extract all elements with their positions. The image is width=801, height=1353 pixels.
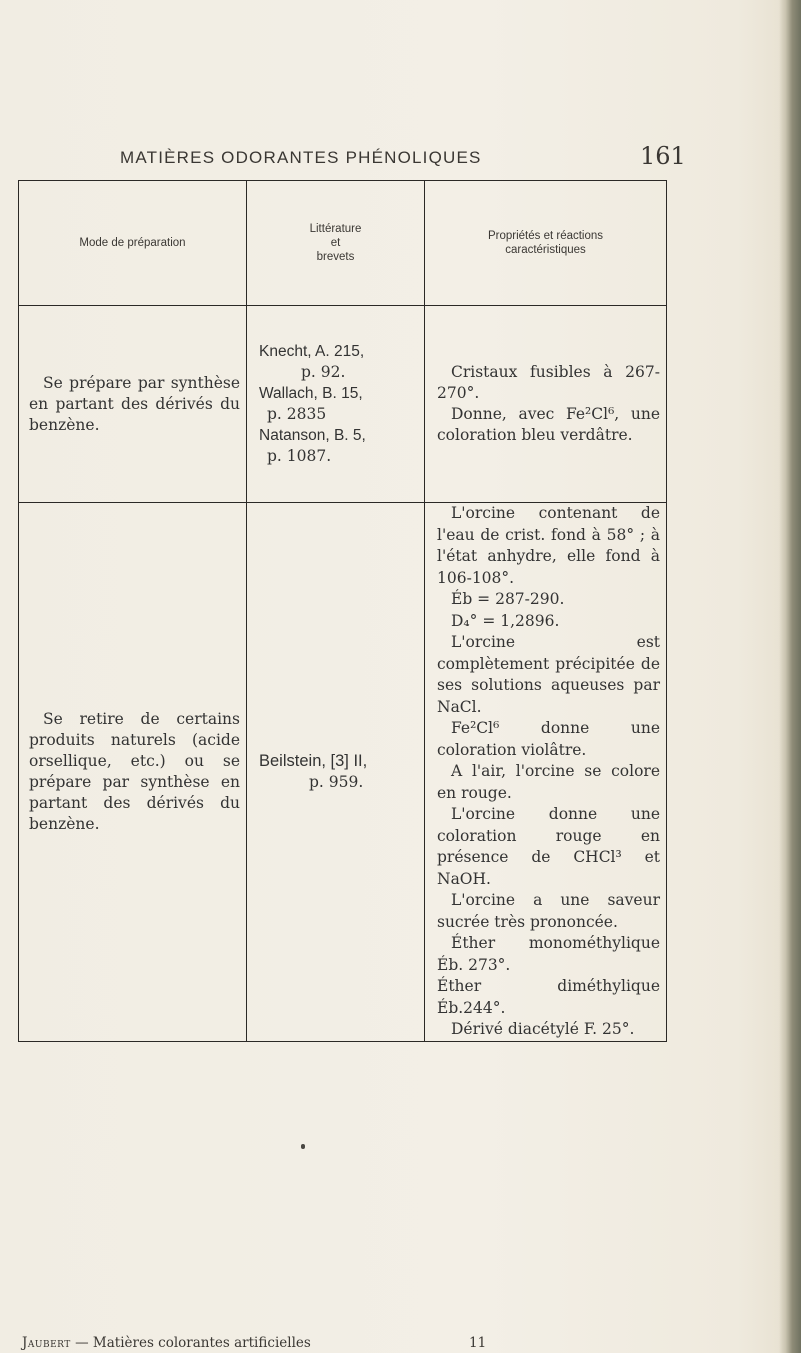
literature-ref: Natanson, B. 5,	[259, 427, 366, 444]
cell-preparation	[19, 503, 247, 1042]
running-head-title: MATIÈRES ODORANTES PHÉNOLIQUES	[120, 148, 482, 167]
header-properties-line: caractéristiques	[505, 244, 586, 256]
literature-ref: Beilstein, [3] II,	[259, 751, 368, 770]
cell-properties	[425, 503, 667, 1042]
footer-title: — Matières colorantes artificielles	[75, 1335, 311, 1351]
property-line: Éther monométhylique Éb. 273°.	[437, 934, 660, 974]
property-line: Dérivé diacétylé F. 25°.	[451, 1020, 635, 1038]
property-line: L'orcine est complètement précipitée de ses solutions aqueuses par NaCl.	[437, 633, 660, 716]
property-line: Éb = 287-290.	[451, 590, 565, 608]
property-line: Donne, avec Fe²Cl⁶, une coloration bleu verdâtre.	[437, 405, 660, 444]
scan-edge	[779, 0, 801, 1353]
table-row	[19, 503, 667, 1042]
literature-page: p. 2835	[267, 405, 327, 423]
literature-ref: Knecht, A. 215,	[259, 343, 365, 360]
literature-page: p. 92.	[301, 363, 346, 381]
footer-author: Jaubert	[22, 1335, 71, 1351]
cell-properties	[425, 306, 667, 503]
table-header-row	[19, 181, 667, 306]
preparation-text: Se retire de certains produits naturels (acide orsellique, etc.) ou se prépare par synthèse en partant des dérivés du benzène.	[29, 709, 240, 833]
footer-signature: 11	[469, 1335, 487, 1351]
cell-literature	[247, 306, 425, 503]
header-preparation-label: Mode de préparation	[79, 237, 186, 249]
property-line: L'orcine contenant de l'eau de crist. fond à 58° ; à l'état anhydre, elle fond à 106-108°.	[437, 504, 660, 587]
header-preparation	[19, 181, 247, 306]
literature-ref: Wallach, B. 15,	[259, 385, 363, 402]
property-line: L'orcine a une saveur sucrée très prononcée.	[437, 891, 660, 931]
footer	[22, 1335, 662, 1351]
cell-preparation	[19, 306, 247, 503]
property-line: A l'air, l'orcine se colore en rouge.	[437, 762, 660, 802]
property-line: Cristaux fusibles à 267-270°.	[437, 363, 660, 402]
page-number: 161	[640, 142, 686, 170]
header-properties-line: Propriétés et réactions	[487, 230, 604, 242]
preparation-text: Se prépare par synthèse en partant des dérivés du benzène.	[29, 373, 240, 434]
property-line: L'orcine donne une coloration rouge en présence de CHCl³ et NaOH.	[437, 805, 660, 888]
header-literature	[247, 181, 425, 306]
property-line: Fe²Cl⁶ donne une coloration violâtre.	[437, 719, 660, 759]
ink-dot	[301, 1144, 305, 1149]
property-line: Éther diméthylique Éb.244°.	[437, 977, 660, 1017]
header-literature-line: et	[330, 237, 341, 249]
property-line: D₄° = 1,2896.	[451, 611, 560, 630]
header-literature-line: brevets	[316, 251, 355, 263]
cell-literature	[247, 503, 425, 1042]
literature-page: p. 959.	[309, 772, 364, 791]
header-literature-line: Littérature	[309, 223, 362, 235]
header-properties	[425, 181, 667, 306]
data-table	[18, 180, 667, 1042]
literature-page: p. 1087.	[267, 447, 332, 465]
table-row	[19, 306, 667, 503]
